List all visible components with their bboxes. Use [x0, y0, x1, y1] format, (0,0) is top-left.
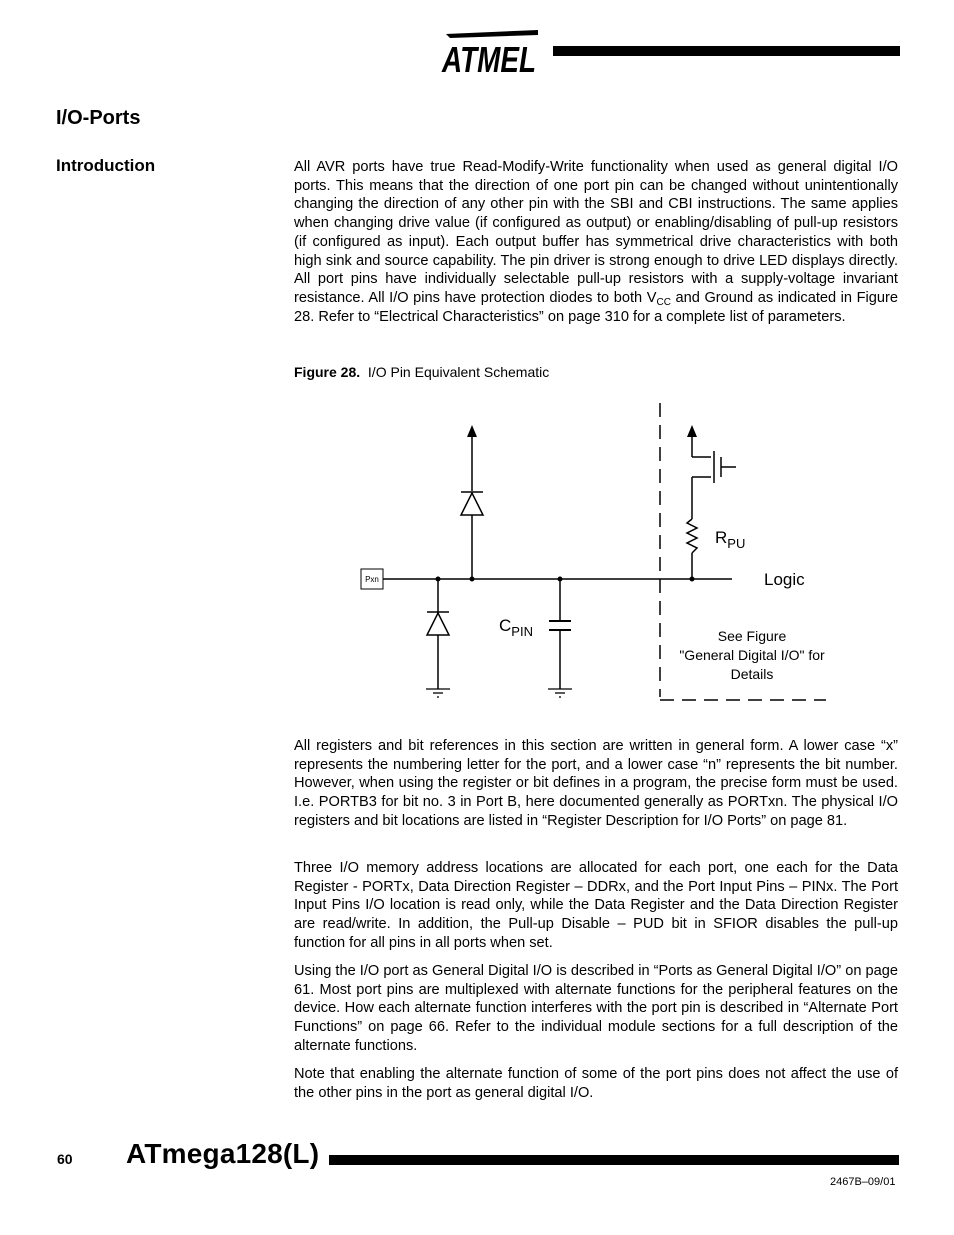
- pin-label: Pxn: [365, 575, 379, 584]
- ground-icon: [548, 689, 572, 697]
- logic-label: Logic: [764, 570, 805, 589]
- intro-paragraph: All AVR ports have true Read-Modify-Write functionality when used as general digital I/O ports. This means that the direction of one port pin can be changed without unintentionally changing the direction of any other pin with the SBI and CBI instructions. The same applies when changing drive value (if configured as output) or enabling/disabling of pull-up resistors (if configured as input). Each output buffer has symmetrical drive characteristics with both high sink and source capability. The pin driver is strong enough to drive LED displays directly. All port pins have individually selectable pull-up resistors with a supply-voltage invariant resistance. All I/O pins have protection diodes to both $V_{CC}$ and Ground as indicated in Figure 28. Refer to “Electrical Characteristics” on page 310 for a complete list of parameters.: [294, 159, 898, 325]
- note-line: "General Digital I/O" for: [679, 647, 825, 663]
- logo-text: ATMEL: [441, 39, 536, 80]
- alternate-functions-paragraph: Using the I/O port as General Digital I/O is described in “Ports as General Digital I/O” on page 61. Most port pins are multiplexed with alternate functions for the peripheral features on the device. How each alternate function interferes with the port pin is described in “Alternate Port Functions” on page 66. Refer to the individual module sections for a full description of the alternate functions.: [294, 963, 898, 1054]
- io-pin-schematic: [340, 395, 850, 715]
- note-line: See Figure: [717, 628, 787, 644]
- vcc-arrow-icon: [467, 425, 477, 437]
- junction-dot: [470, 577, 475, 582]
- capacitor-icon: [549, 621, 571, 630]
- junction-dot: [436, 577, 441, 582]
- memory-locations-paragraph: Three I/O memory address locations are allocated for each port, one each for the Data Register - PORTx, Data Direction Register – DDRx, and the Port Input Pins – PINx. The Port Input Pins I/O location is read only, while the Data Register and the Data Direction Register are read/write. In addition, the Pull-up Disable – PUD bit in SFIOR disables the pull-up function for all pins in all ports when set.: [294, 860, 898, 951]
- vcc-arrow-icon: [687, 425, 697, 437]
- product-title: ATmega128(L): [126, 1138, 320, 1169]
- section-title: I/O-Ports: [56, 107, 141, 129]
- document-id: 2467B–09/01: [830, 1176, 896, 1188]
- introduction-title: Introduction: [56, 156, 156, 175]
- cpin-label: $C_{PIN}$: [499, 616, 533, 639]
- junction-dot: [690, 577, 695, 582]
- atmel-logo: [438, 28, 540, 78]
- note-paragraph: Note that enabling the alternate function of some of the port pins does not affect the use of the other pins in the port as general digital I/O.: [294, 1066, 898, 1101]
- figure-caption: Figure 28. I/O Pin Equivalent Schematic: [294, 364, 550, 380]
- note-line: Details: [730, 666, 774, 682]
- clamp-diode-gnd-icon: [427, 612, 449, 635]
- footer-rule: [329, 1155, 899, 1165]
- header-rule: [553, 46, 900, 56]
- register-notation-paragraph: All registers and bit references in this section are written in general form. A lower case “x” represents the numbering letter for the port, and a lower case “n” represents the bit number. However, when using the register or bit defines in a program, the precise form must be used. I.e. PORTB3 for bit no. 3 in Port B, here documented generally as PORTxn. The physical I/O registers and bit locations are listed in “Register Description for I/O Ports” on page 81.: [294, 738, 898, 829]
- page-number: 60: [57, 1151, 73, 1167]
- clamp-diode-vcc-icon: [461, 492, 483, 515]
- resistor-icon: [687, 519, 697, 553]
- ground-icon: [426, 689, 450, 697]
- junction-dot: [558, 577, 563, 582]
- pullup-transistor-icon: [714, 451, 736, 483]
- rpu-label: $R_{PU}$: [715, 528, 746, 551]
